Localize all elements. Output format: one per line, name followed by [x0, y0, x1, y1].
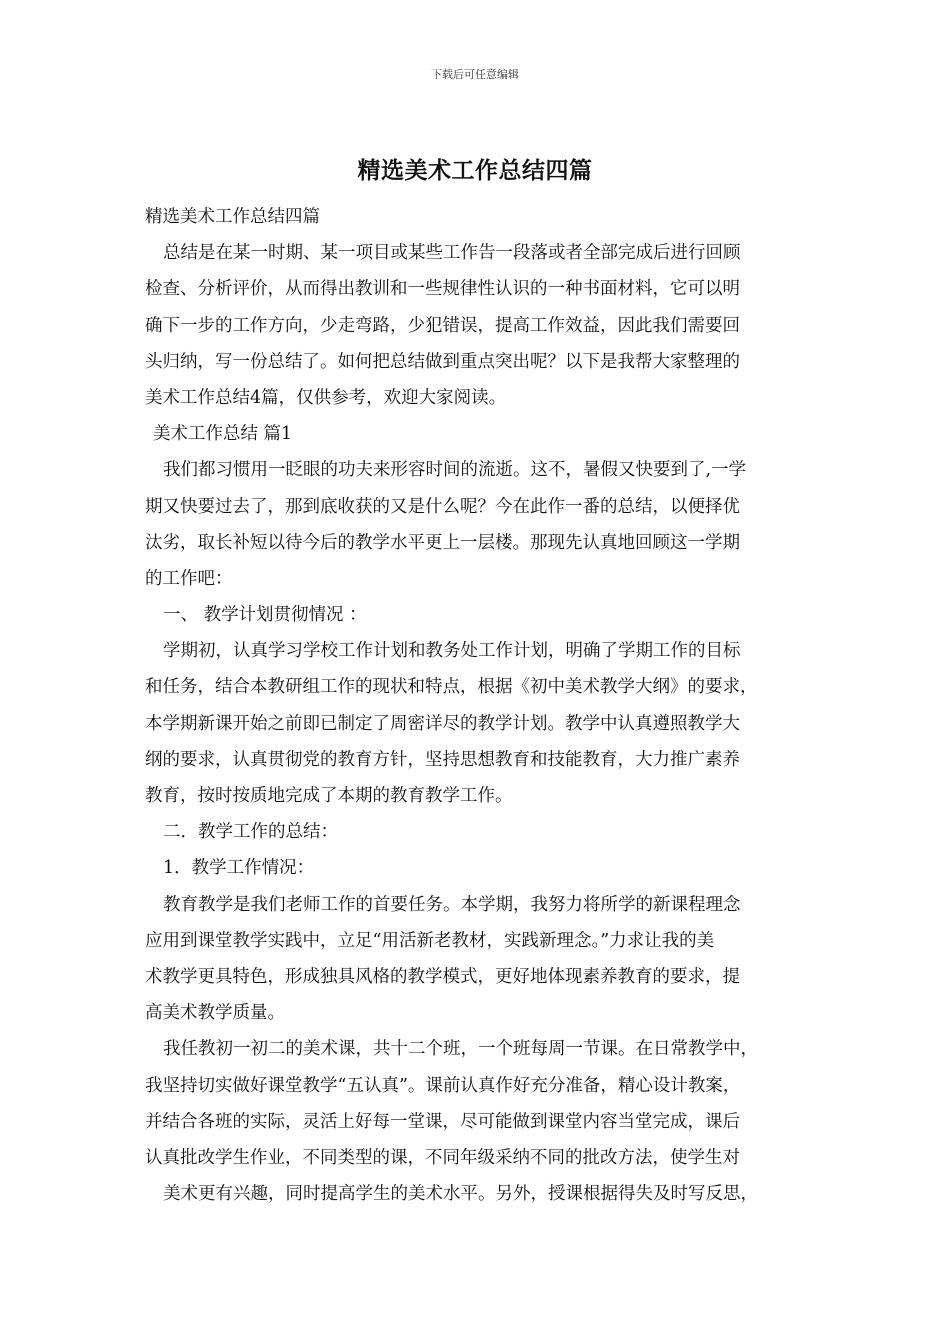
text-line: 我任教初一初二的美术课，共十二个班，一个班每周一节课。在日常教学中，	[163, 1039, 758, 1060]
text-line: 二．教学工作的总结：	[163, 822, 338, 843]
text-line: 教育教学是我们老师工作的首要任务。本学期，我努力将所学的新课程理念	[163, 894, 741, 915]
text-line: 纲的要求，认真贯彻党的教育方针，坚持思想教育和技能教育，大力推广素养	[145, 749, 740, 770]
text-line: 应用到课堂教学实践中，立足“用活新老教材，实践新理念。”力求让我的美	[145, 930, 715, 951]
text-line: 汰劣，取长补短以待今后的教学水平更上一层楼。那现先认真地回顾这一学期	[145, 532, 740, 553]
text-line: 1．教学工作情况：	[163, 858, 315, 879]
text-line: 头归纳，写一份总结了。如何把总结做到重点突出呢？以下是我帮大家整理的	[145, 351, 740, 372]
text-line: 检查、分析评价，从而得出教训和一些规律性认识的一种书面材料，它可以明	[145, 279, 740, 300]
text-line: 美术更有兴趣，同时提高学生的美术水平。另外，授课根据得失及时写反思，	[163, 1184, 758, 1205]
text-line: 我们都习惯用一眨眼的功夫来形容时间的流逝。这不，暑假又快要到了,一学	[163, 460, 747, 481]
text-line: 并结合各班的实际，灵活上好每一堂课，尽可能做到课堂内容当堂完成，课后	[145, 1111, 740, 1132]
text-line: 和任务，结合本教研组工作的现状和特点，根据《初中美术教学大纲》的要求，	[145, 677, 758, 698]
text-line: 一、 教学计划贯彻情况 ：	[163, 605, 367, 626]
page-header: 下载后可任意编辑	[431, 68, 519, 81]
text-line: 本学期新课开始之前即已制定了周密详尽的教学计划。教学中认真遵照教学大	[145, 713, 740, 734]
document-title: 精选美术工作总结四篇	[357, 157, 593, 184]
text-line: 的工作吧：	[145, 568, 233, 589]
document-body	[145, 199, 815, 1212]
text-line: 期又快要过去了，那到底收获的又是什么呢？今在此作一番的总结，以便择优	[145, 496, 740, 517]
text-line: 精选美术工作总结四篇	[145, 207, 320, 227]
text-line: 美术工作总结 篇1	[153, 424, 293, 445]
text-line: 我坚持切实做好课堂教学“五认真”。课前认真作好充分准备，精心设计教案，	[145, 1075, 741, 1096]
text-line: 高美术教学质量。	[145, 1003, 285, 1024]
text-line: 总结是在某一时期、某一项目或某些工作告一段落或者全部完成后进行回顾	[163, 243, 741, 264]
text-line: 确下一步的工作方向，少走弯路，少犯错误，提高工作效益，因此我们需要回	[145, 315, 740, 336]
text-line: 认真批改学生作业，不同类型的课，不同年级采纳不同的批改方法，使学生对	[145, 1147, 740, 1168]
text-line: 美术工作总结4篇，仅供参考，欢迎大家阅读。	[145, 387, 507, 408]
text-line: 教育，按时按质地完成了本期的教育教学工作。	[145, 786, 513, 806]
text-line: 术教学更具特色，形成独具风格的教学模式，更好地体现素养教育的要求，提	[145, 966, 740, 987]
text-line: 学期初，认真学习学校工作计划和教务处工作计划，明确了学期工作的目标	[163, 641, 741, 662]
